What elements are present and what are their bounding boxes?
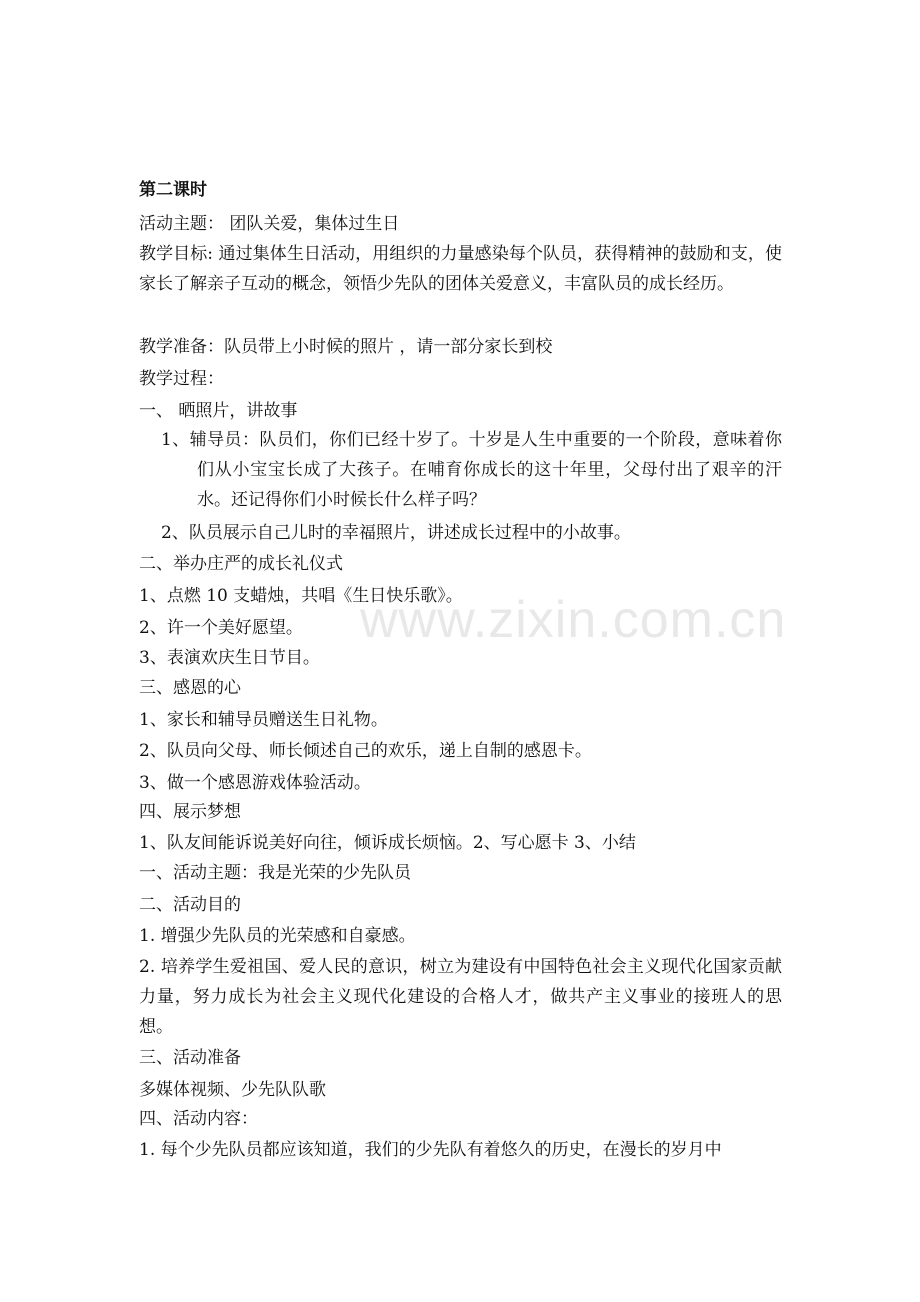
part-b-section-4: 四、活动内容： [139,1109,258,1129]
section-1-item-1 [161,425,782,515]
section-2-title: 二、举办庄严的成长礼仪式 [139,554,343,574]
section-3-title: 三、感恩的心 [139,678,241,698]
section-1-item-2: 2、队员展示自己儿时的幸福照片，讲述成长过程中的小故事。 [161,523,631,543]
section-3-item-2: 2、队员向父母、师长倾述自己的欢乐，递上自制的感恩卡。 [139,741,592,761]
teaching-process-label: 教学过程： [139,369,224,389]
section-1-title: 一、 晒照片，讲故事 [139,401,298,421]
section-3-item-1: 1、家长和辅导员赠送生日礼物。 [139,710,388,730]
part-b-section-1: 一、活动主题：我是光荣的少先队员 [139,863,411,883]
teaching-prep: 教学准备：队员带上小时候的照片 ，请一部分家长到校 [139,337,553,357]
section-3-item-3: 3、做一个感恩游戏体验活动。 [139,773,371,793]
section-4-item-1: 1、队友间能诉说美好向往，倾诉成长烦恼。2、写心愿卡 3、小结 [139,833,636,853]
part-b-section-2: 二、活动目的 [139,895,241,915]
part-b-section-3: 三、活动准备 [139,1048,241,1068]
part-b-section-2-item-2: 2. 培养学生爱祖国、爱人民的意识，树立为建设有中国特色社会主义现代化国家贡献力量，努力成长为社会主义现代化建设的合格人才，做共产主义事业的接班人的思想。 [139,957,782,1037]
section-2-item-2: 2、许一个美好愿望。 [139,618,303,638]
section-1-item-1-text: 1、辅导员：队员们，你们已经十岁了。十岁是人生中重要的一个阶段，意味着你们从小宝宝长成了大孩子。在哺育你成长的这十年里，父母付出了艰辛的汗水。还记得你们小时候长什么样子吗？ [161,430,782,510]
section-2-item-1: 1、点燃 10 支蜡烛，共唱《生日快乐歌》。 [139,586,463,606]
section-4-title: 四、展示梦想 [139,802,241,822]
activity-theme: 活动主题： 团队关爱，集体过生日 [139,214,400,234]
part-b-section-4-item-1: 1. 每个少先队员都应该知道，我们的少先队有着悠久的历史，在漫长的岁月中 [139,1140,722,1160]
watermark: www.zixin.com.cn [360,591,787,649]
part-b-section-2-item-1: 1. 增强少先队员的光荣感和自豪感。 [139,926,416,946]
part-b-section-3-text: 多媒体视频、少先队队歌 [139,1080,326,1100]
teaching-goal: 教学目标: 通过集体生日活动，用组织的力量感染每个队员，获得精神的鼓励和支，使家长了解亲子互动的概念，领悟少先队的团体关爱意义，丰富队员的成长经历。 [139,244,782,294]
lesson-title: 第二课时 [139,180,207,200]
section-2-item-3: 3、表演欢庆生日节目。 [139,648,320,668]
